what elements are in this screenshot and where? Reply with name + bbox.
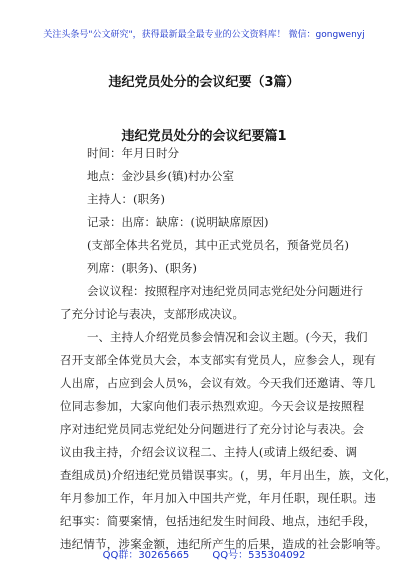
contact-footer [0, 546, 408, 561]
paragraph-line: 召开支部全体党员大会，本支部实有党员人，应参会人，现有 [60, 353, 376, 367]
meeting-location-line: 地点：金沙县乡(镇)村办公室 [87, 169, 234, 183]
paragraph-line: 序对违纪党员同志党纪处分问题进行了充分讨论与表决。会 [60, 422, 365, 436]
agenda-line-continued: 了充分讨论与表决，支部形成决议。 [60, 307, 244, 321]
section-heading: 违纪党员处分的会议纪要篇1 [121, 129, 287, 144]
promo-banner: 关注头条号"公文研究"，获得最新最全最专业的公文资料库！ 微信：gongwenyj [43, 30, 365, 40]
meeting-time-line: 时间：年月日时分 [87, 146, 179, 160]
paragraph-line: 人出席，占应到会人员%，会议有效。今天我们还邀请、等几 [60, 376, 376, 390]
paragraph-line: 纪事实：简要案情，包括违纪发生时间段、地点，违纪手段， [60, 514, 376, 528]
document-title: 违纪党员处分的会议纪要（3篇） [108, 75, 300, 90]
qq-number-text: QQ号：535304092 [212, 550, 306, 561]
paragraph-line: 年月参加工作，年月加入中国共产党，年月任职，现任职。违 [60, 491, 376, 505]
paragraph-line: 位同志参加，大家向他们表示热烈欢迎。今天会议是按照程 [60, 399, 365, 413]
paragraph-line: 违纪情节，涉案金额，违纪所产生的后果，造成的社会影响等。 [60, 537, 388, 551]
paragraph-line: 一、主持人介绍党员参会情况和会议主题。(今天，我们 [87, 330, 368, 344]
paragraph-line: 查组成员)介绍违纪党员错误事实。(，男，年月出生，族，文化， [60, 468, 397, 482]
observers-line: 列席：(职务)、(职务) [87, 261, 197, 275]
attendance-note-line: (支部全体共名党员，其中正式党员名，预备党员名) [87, 238, 349, 252]
paragraph-line: 议由我主持，介绍会议议程二、主持人(或请上级纪委、调 [60, 445, 358, 459]
qq-group-text: QQ群：30265665 [102, 550, 190, 561]
meeting-host-line: 主持人：(职务) [87, 192, 165, 206]
agenda-line: 会议议程：按照程序对违纪党员同志党纪处分问题进行 [87, 284, 363, 298]
meeting-record-line: 记录：出席：缺席：(说明缺席原因) [87, 215, 269, 229]
